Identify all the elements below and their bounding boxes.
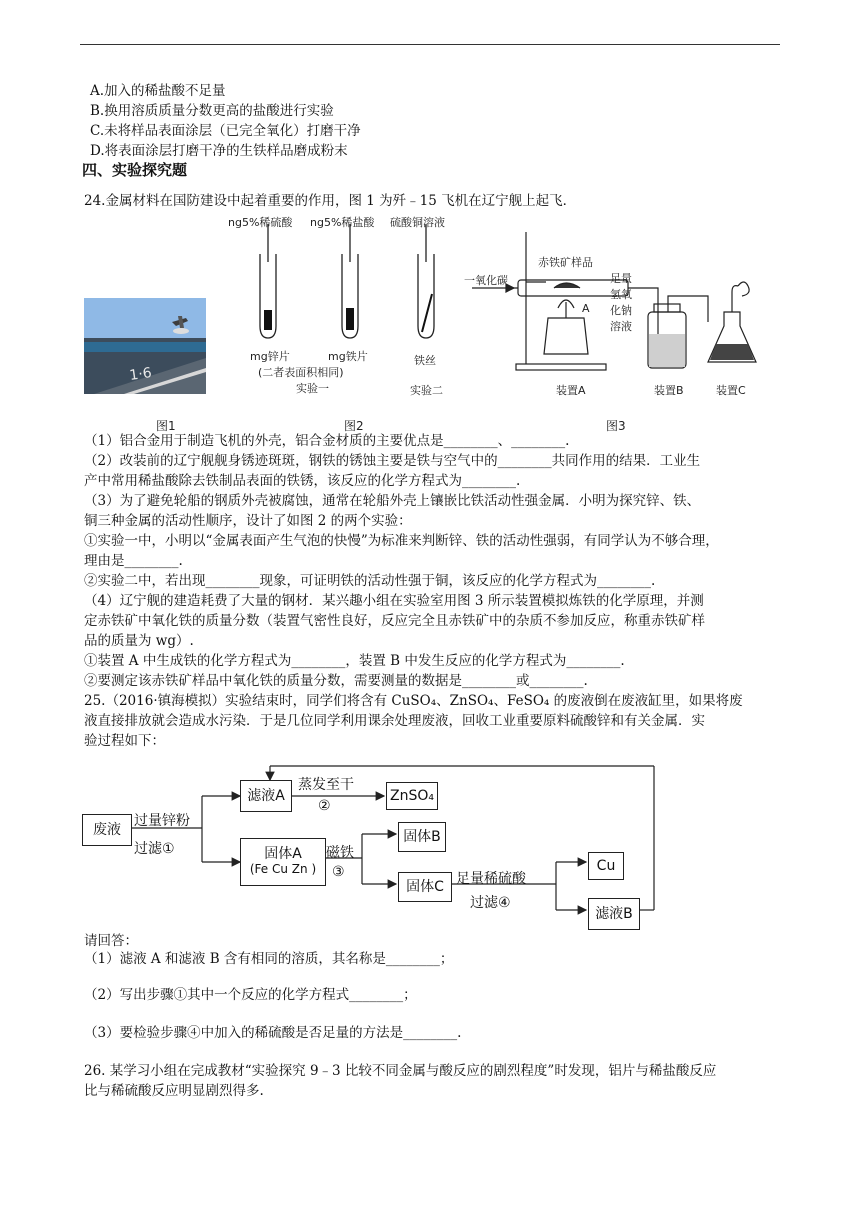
- q24-line-7: 理由是________.: [84, 553, 183, 569]
- q24-line-9: （4）辽宁舰的建造耗费了大量的钢材．某兴趣小组在实验室用图 3 所示装置模拟炼铁的化学原理，并测: [84, 593, 704, 609]
- flow-filtrate-a-box: 滤液A: [240, 780, 292, 812]
- naoh-line-2: 氢氧: [610, 288, 632, 301]
- q25-line-2: 液直接排放就会造成水污染．于是几位同学利用课余处理废液，回收工业重要原料硫酸锌和有关金属．实: [84, 713, 705, 729]
- step4-bottom-label: 过滤④: [470, 895, 511, 911]
- q24-line-2: （2）改装前的辽宁舰舰身锈迹斑斑，钢铁的锈蚀主要是铁与空气中的________共同作用的结果．工业生: [84, 453, 701, 469]
- q25-question-2: （2）写出步骤①其中一个反应的化学方程式________；: [84, 987, 417, 1003]
- tube3-bottom-label: 铁丝: [414, 354, 436, 367]
- tube1-bottom-label: mg锌片: [250, 350, 290, 363]
- q24-line-1: （1）铝合金用于制造飞机的外壳，铝合金材质的主要优点是________、________.: [84, 433, 570, 449]
- co-gas-label: 一氧化碳: [464, 274, 508, 287]
- option-a: A.加入的稀盐酸不足量: [90, 83, 226, 99]
- q24-line-12: ①装置 A 中生成铁的化学方程式为________，装置 B 中发生反应的化学方程式为________.: [84, 653, 625, 669]
- naoh-line-4: 溶液: [610, 320, 632, 333]
- header-rule: [80, 44, 780, 45]
- step1-bottom-label: 过滤①: [134, 841, 175, 857]
- q24-line-8: ②实验二中，若出现________现象，可证明铁的活动性强于铜，该反应的化学方程式为________.: [84, 573, 656, 589]
- q26-line-2: 比与稀硫酸反应明显剧烈得多.: [84, 1083, 264, 1099]
- tube3-top-label: 硫酸铜溶液: [390, 216, 445, 229]
- flow-solid-a-label: 固体A: [264, 846, 302, 862]
- device-b-label: 装置B: [654, 384, 684, 397]
- tube1-top-label: ng5%稀硫酸: [228, 216, 293, 229]
- fig2-caption: 图2: [344, 419, 364, 433]
- flow-waste-box: 废液: [82, 814, 132, 846]
- label-a: A: [582, 302, 590, 315]
- step3-bottom-label: ③: [332, 864, 345, 880]
- step3-top-label: 磁铁: [326, 845, 354, 861]
- carrier-photo: [84, 298, 206, 394]
- flow-solid-c-box: 固体C: [398, 872, 452, 902]
- step2-top-label: 蒸发至干: [298, 777, 354, 793]
- q24-intro: 24.金属材料在国防建设中起着重要的作用，图 1 为歼﹣15 飞机在辽宁舰上起飞．: [84, 193, 577, 209]
- fig1-caption: 图1: [156, 419, 176, 433]
- flow-filtrate-b-box: 滤液B: [588, 898, 640, 930]
- flow-znso4-box: ZnSO₄: [386, 782, 438, 810]
- q25-question-1: （1）滤液 A 和滤液 B 含有相同的溶质，其名称是________；: [84, 951, 454, 967]
- naoh-line-1: 足量: [610, 272, 632, 285]
- exp1-label: 实验一: [296, 382, 329, 395]
- q24-line-6: ①实验一中，小明以“金属表面产生气泡的快慢”为标准来判断锌、铁的活动性强弱，有同学认为不够合理，: [84, 533, 719, 549]
- sample-label: 赤铁矿样品: [538, 256, 593, 269]
- q24-line-13: ②要测定该赤铁矿样品中氧化铁的质量分数，需要测量的数据是________或________.: [84, 673, 588, 689]
- q24-line-3: 产中常用稀盐酸除去铁制品表面的铁锈，该反应的化学方程式为________.: [84, 473, 521, 489]
- option-d: D.将表面涂层打磨干净的生铁样品磨成粉末: [90, 143, 348, 159]
- q24-line-5: 铜三种金属的活动性顺序，设计了如图 2 的两个实验：: [84, 513, 412, 529]
- flow-solid-a-box: [240, 838, 326, 886]
- flow-solid-b-box: 固体B: [398, 822, 446, 852]
- option-c: C.未将样品表面涂层（已完全氧化）打磨干净: [90, 123, 361, 139]
- device-c-label: 装置C: [716, 384, 746, 397]
- q25-question-3: （3）要检验步骤④中加入的稀硫酸是否足量的方法是________.: [84, 1025, 462, 1041]
- step4-top-label: 足量稀硫酸: [456, 871, 526, 887]
- exp2-label: 实验二: [410, 384, 443, 397]
- section-title: 四、实验探究题: [82, 161, 188, 179]
- step2-bottom-label: ②: [318, 798, 331, 814]
- flow-solid-a-sub: (Fe Cu Zn ): [249, 862, 317, 876]
- naoh-line-3: 化钠: [610, 304, 632, 317]
- figure-2-tubes: [224, 210, 470, 410]
- svg-text:1·6: 1·6: [128, 364, 153, 384]
- step1-top-label: 过量锌粉: [134, 813, 190, 829]
- q24-line-10: 定赤铁矿中氧化铁的质量分数（装置气密性良好，反应完全且赤铁矿中的杂质不参加反应，称重赤铁矿样: [84, 613, 705, 629]
- q25-line-1: 25.（2016·镇海模拟）实验结束时，同学们将含有 CuSO₄、ZnSO₄、FeSO₄ 的废液倒在废液缸里，如果将废: [84, 693, 743, 709]
- option-b: B.换用溶质质量分数更高的盐酸进行实验: [90, 103, 334, 119]
- answer-lead: 请回答：: [84, 933, 138, 949]
- q24-line-4: （3）为了避免轮船的钢质外壳被腐蚀，通常在轮船外壳上镶嵌比铁活动性强金属．小明为探究锌、铁、: [84, 493, 701, 509]
- tube2-top-label: ng5%稀盐酸: [310, 216, 375, 229]
- tube2-bottom-label: mg铁片: [328, 350, 368, 363]
- pair-note-label: (二者表面积相同): [258, 366, 344, 379]
- q25-line-3: 验过程如下：: [84, 733, 165, 749]
- q26-line-1: 26. 某学习小组在完成教材“实验探究 9﹣3 比较不同金属与酸反应的剧烈程度”时发现，铝片与稀盐酸反应: [84, 1063, 717, 1079]
- device-a-label: 装置A: [556, 384, 586, 397]
- q24-line-11: 品的质量为 wg）.: [84, 633, 194, 649]
- fig3-caption: 图3: [606, 419, 626, 433]
- flow-cu-box: Cu: [588, 852, 624, 880]
